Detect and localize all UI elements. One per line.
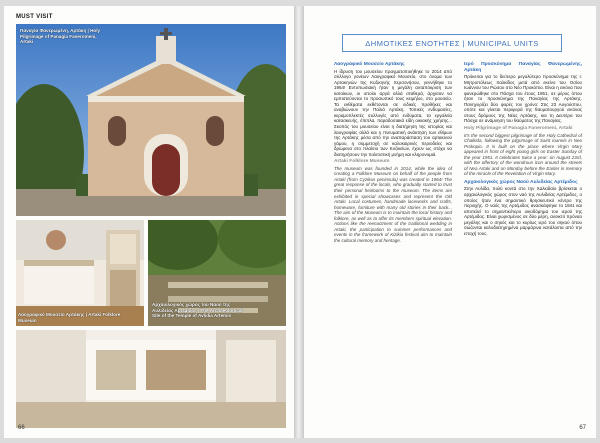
page-number-right: 67	[579, 425, 586, 431]
folklore-museum-body-el: Η ίδρυση του μουσείου πραγματοποιήθηκε το 2014 από σύλλογο γονέων Λαογραφικό Μουσείο, στο όνομα των Αρτακηνών της Κυζικηνής Χερσονήσου, γεννήθηκε το 1964! Εντυπωσιακή ήταν η μεγάλη ανταπόκριση των κατοίκων, οι οποίοι αργά αλλά σταθερά, άρχισαν να εμπιστεύονται το προσωπικό τους κειμήλιο, στο μουσείο. Τα εκθέματα εκθέτονται σε ειδικές προθήκες και αναβιώνουν την Παλιά Αρτάκη. Τοπικές ενδυμασίες, κεραμοπλεκτές συλλογές από ενδύματα, τα εργαλεία κατασκευής, έπιπλα, παραδοσιακά είδη οικιακής χρήσης... Σκοπός του μουσείου είναι η διατήρηση της ιστορίας και λαογραφίας αλλά και η πνευματική ανάκτηση των εθίμων της Αρτάκης μέσα από την αναπαράσταση του αρτακινού γάμου, η συμμετοχή σε καλοκαιρινές περιοδείες και δρώμενα στο πλαίσιο των Κυζικείων, έχουν ως στόχο να διατηρήσουν την πολιτιστική μνήμη και κληρονομιά.	[334, 68, 452, 157]
museum-photo	[16, 220, 144, 326]
temple-caption: Αρχαιολογικός χώρος του Ναού της Αυλιδείας Αρτέμιδος | The Archaeological Site of the Temple of Avlidia Artemis	[152, 302, 243, 319]
right-page	[304, 6, 596, 438]
temple-photo	[148, 220, 286, 326]
municipal-units-banner: ΔΗΜΟΤΙΚΕΣ ΕΝΟΤΗΤΕΣ | MUNICIPAL UNITS	[342, 34, 562, 52]
pilgrimage-heading-el: Ιερό Προσκύνημα Παναγίας Φανερωμένης, Αρτάκη	[464, 62, 582, 73]
church-caption: Παναγία Φανερωμένη, Αρτάκη | Holy Pilgrimage of Panagia Faneromeni, Artaki	[20, 28, 101, 45]
museum-caption: Λαογραφικό Μουσείο Αρτάκης | Artaki Folklore Museum	[18, 312, 121, 323]
section-label: MUST VISIT	[16, 14, 53, 20]
temple-heading-el: Αρχαιολογικός χώρος Ναού Αυλιδείας Αρτέμιδος	[464, 179, 578, 185]
interior-image	[16, 330, 286, 428]
church-image	[16, 24, 286, 216]
page-number-left: 66	[18, 425, 25, 431]
text-column-1	[334, 62, 452, 246]
pilgrimage-body-en: It's the second biggest pilgrimage of the Holy Cathedral of Chalkida, following the pilgrimage of Saint Ioannis in Neo Prokopio. It is built on the place where Virgin Mary appeared in front of eight young girls on Easter Sunday of the year 1951. It celebrates twice a year: on August 23rd, with the offertory of the wondrous icon around the streets of Nea Artaki and on Monday before the Easter in memory of the miracle of the Revelation of Virgin Mary.	[464, 132, 582, 177]
folklore-museum-heading-el: Λαογραφικό Μουσείο Αρτάκης	[334, 62, 405, 67]
temple-body-el: Στην Αυλίδα, πολύ κοντά στο την Χαλκιδαίο βρίσκεται ο αρχαιολογικός χώρος στον ναό της Αυλιδείας Αρτέμιδος, ο οποίος ήταν ένα σημαντικό θρησκευτικό κέντρο της περιοχής. Ο ναός της Αρτέμιδος ανασκάφτηκε το 1941 και αποτελεί το σημαντικότερο οικοδόμημα του ιερού της Αρτέμιδος. Είναι χωρισμένος σε δύο μέρη, ανοικτό πρόναο μεγάλης και ο σηκός και το κυρίως ιερό του σηκού όπου σώζονται καλοδιατηρημένα μαρμάρινα κατάλοιπα από την εποχή τους.	[464, 186, 582, 236]
interior-photo	[16, 330, 286, 428]
pilgrimage-heading-en: Holy Pilgrimage of Panagia Faneromeni, Artaki	[464, 126, 573, 132]
spread-gutter	[294, 6, 304, 438]
folklore-museum-heading-en: Artaki Folklore Museum	[334, 159, 390, 165]
museum-image	[16, 220, 144, 326]
folklore-museum-body-en: The museum was founded in 2014, while the idea of creating a Folklore Museum on behalf of the people from Artaki (from Cyzikus peninsula) was created in 1964! The great response of the locals, who gradually started to trust their personal heirlooms to the museum. The items are exhibited in special showcases and represent the Old Artaki. Local costumes, handmade laceworks and crafts, homeware, furniture with many old stories in their back... The aim of the Museum is to maintain the local history and folklore, as well as to offer its members spiritual elevation. Actions like the reenactment of the traditional wedding in Artaki, the participation to summer performances and events in the framework of Kizikia festival aim to maintain the cultural memory and heritage.	[334, 165, 452, 243]
left-page	[4, 6, 294, 438]
pilgrimage-body-el: Πρόκειται για το δεύτερο μεγαλύτερο προσκύνημα της Ι. Μητροπόλεως Χαλκίδος μετά από εκείνο του Οσίου Ιωάννου του Ρώσου στο Νέο Προκόπιο. Είναι η εικόνα που φανερώθηκε στο Πάσχα του έτους 1951, σε μέρος όπου ήταν το προσκύνημα της Παναγίας της Αρτάκης. Πανηγυρίζει δύο φορές τον χρόνο: Στις 23 Αυγούστου, οπότε και γίνεται περιφορά της θαυματουργού εικόνας στους δρόμους της Νέας Αρτάκης, και τη Δευτέρα του Πάσχα σε ανάμνηση του θαύματος της Παναγίας.	[464, 74, 582, 124]
text-column-2	[464, 62, 582, 238]
church-photo	[16, 24, 286, 216]
